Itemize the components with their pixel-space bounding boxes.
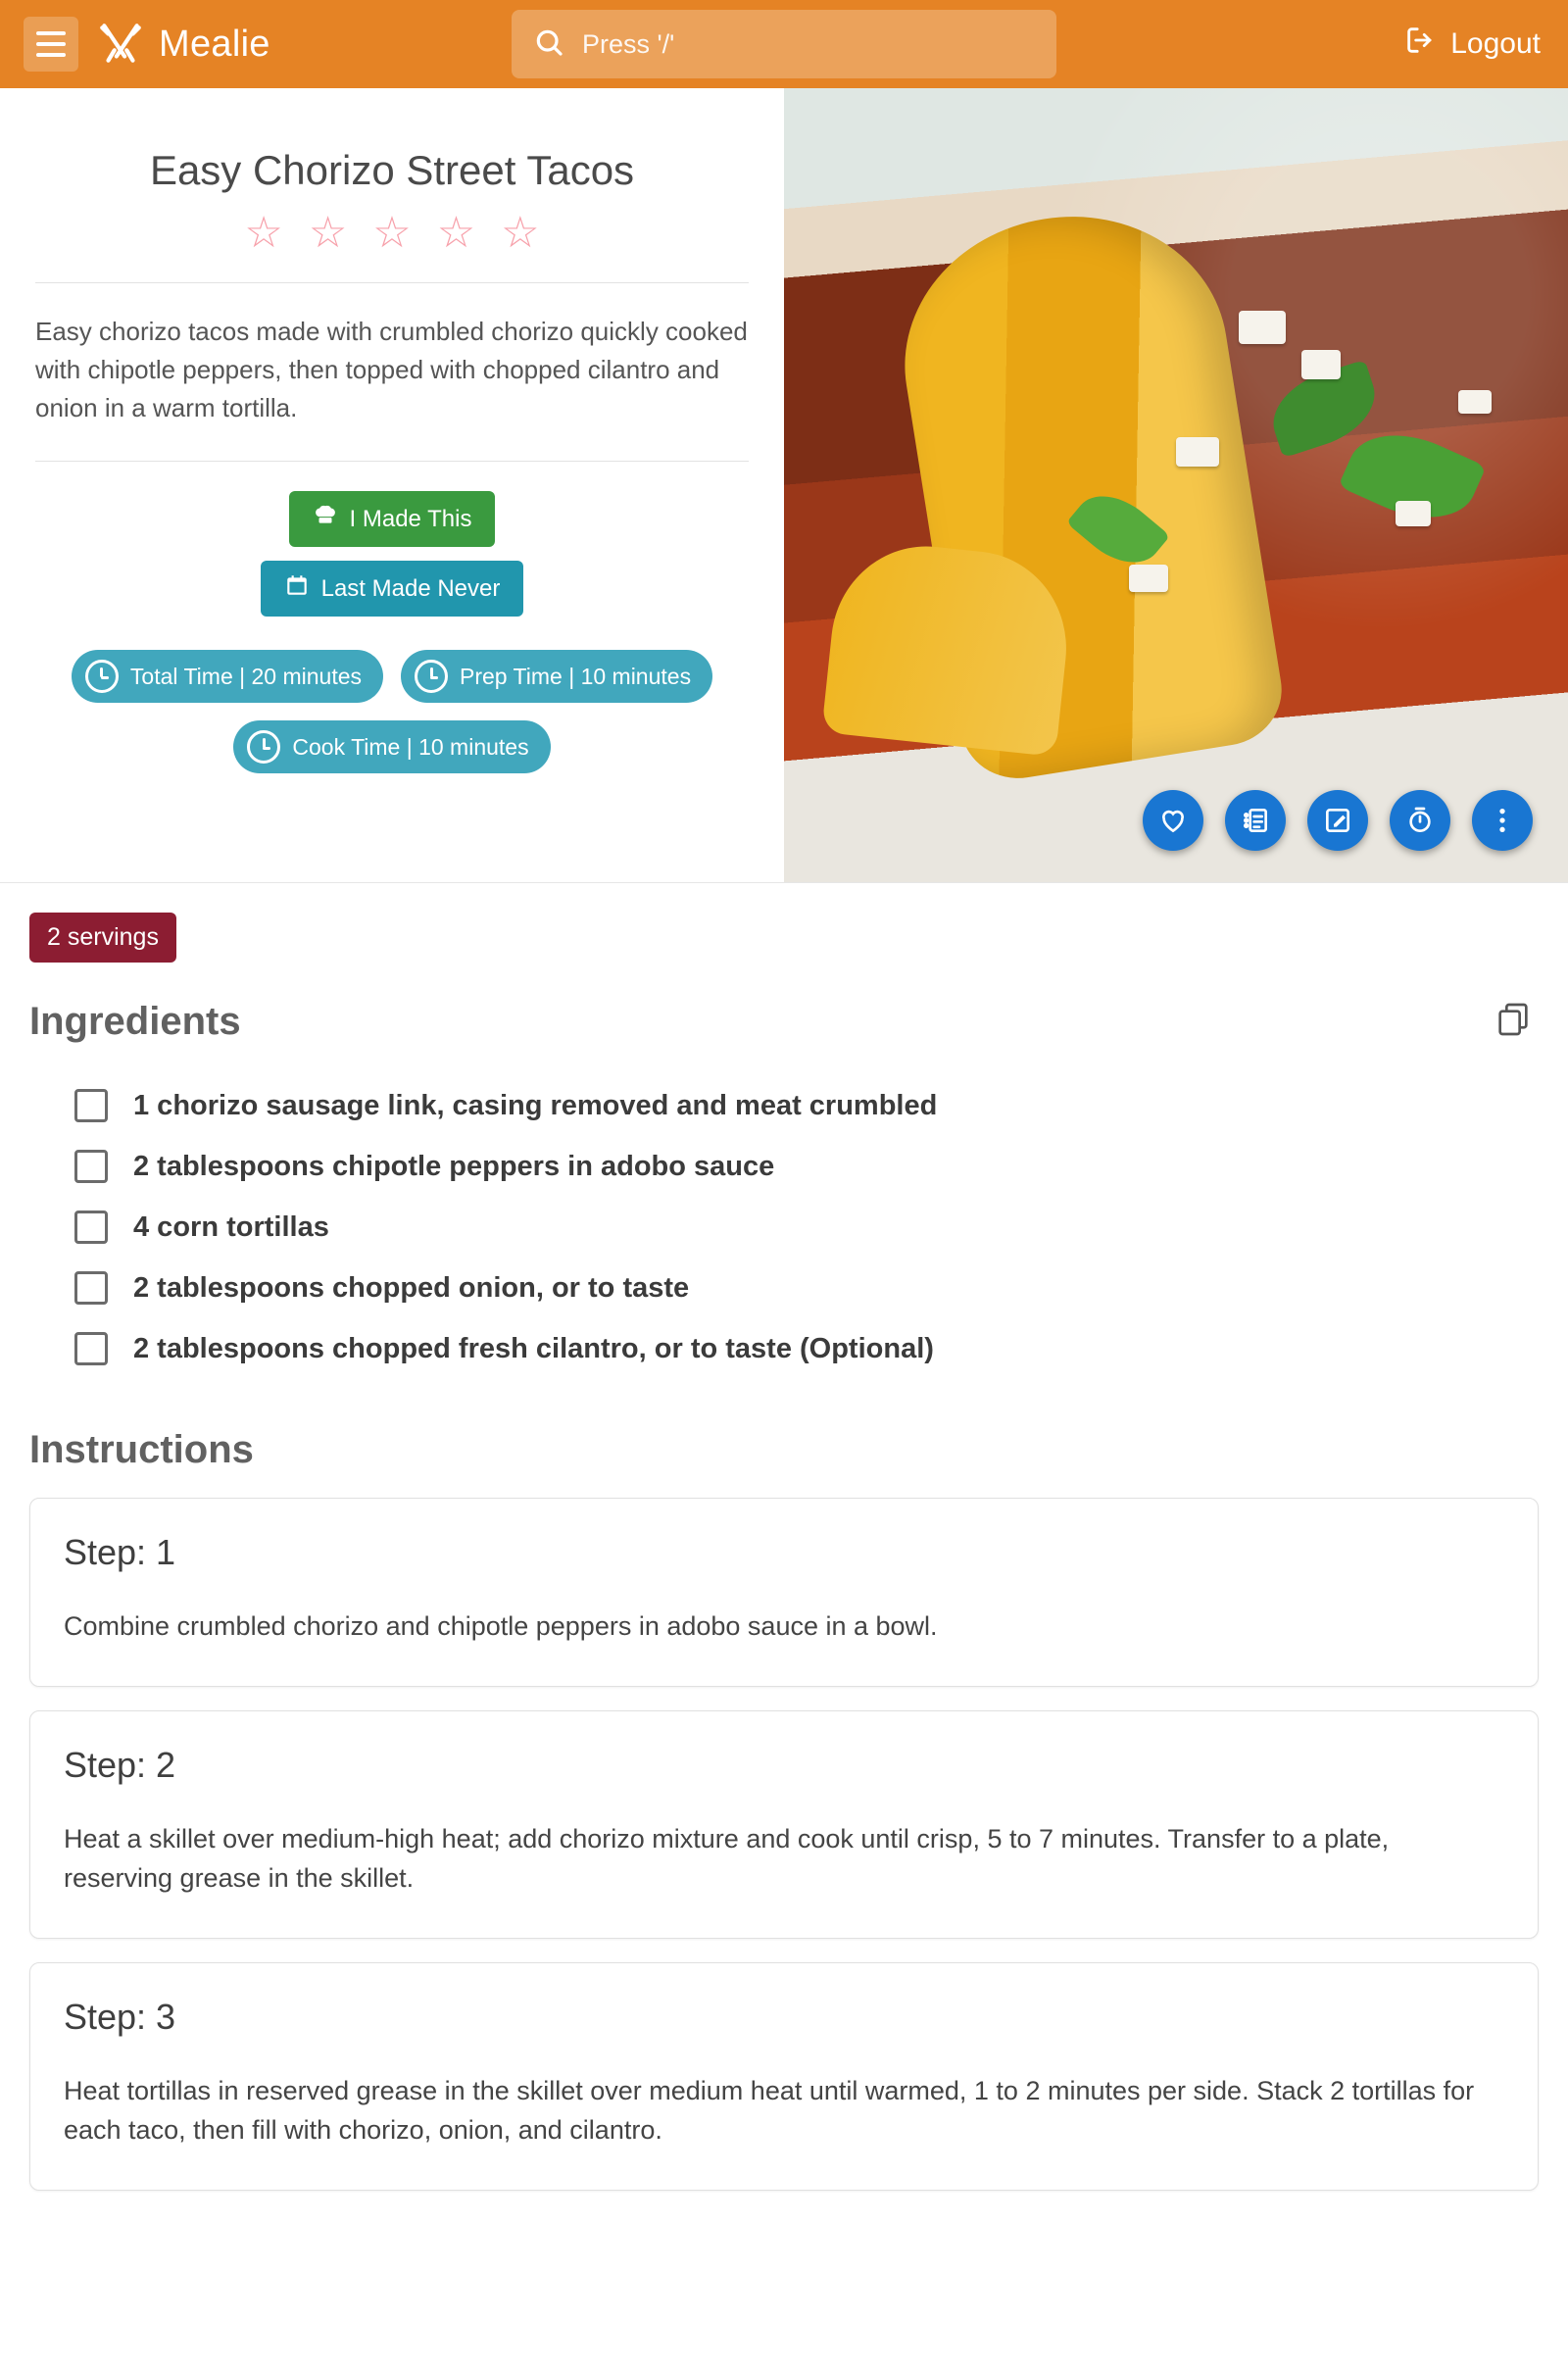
list-item[interactable] bbox=[29, 1136, 1539, 1197]
onion-piece-shape bbox=[1396, 501, 1431, 526]
step-title: Step: 2 bbox=[64, 1744, 176, 1785]
ingredients-header bbox=[29, 994, 1539, 1050]
time-chip-group bbox=[35, 650, 749, 773]
i-made-this-label: I Made This bbox=[349, 505, 472, 532]
ingredient-checkbox[interactable] bbox=[74, 1089, 108, 1122]
edit-button[interactable] bbox=[1307, 790, 1368, 851]
calendar-icon bbox=[284, 572, 310, 605]
clock-icon bbox=[415, 660, 448, 693]
step-title: Step: 1 bbox=[64, 1532, 176, 1572]
recipe-image[interactable] bbox=[784, 88, 1568, 882]
ingredient-checkbox[interactable] bbox=[74, 1211, 108, 1244]
onion-piece-shape bbox=[1458, 390, 1492, 414]
clock-icon bbox=[247, 730, 280, 764]
list-item[interactable] bbox=[29, 1318, 1539, 1379]
star-5[interactable]: ☆ bbox=[501, 209, 540, 257]
divider-top bbox=[35, 282, 749, 283]
page-title: Easy Chorizo Street Tacos bbox=[149, 147, 635, 193]
instruction-step-card[interactable] bbox=[29, 1498, 1539, 1687]
star-2[interactable]: ☆ bbox=[308, 209, 348, 257]
recipe-description: Easy chorizo tacos made with crumbled chorizo quickly cooked with chipotle peppers, then topped with chopped cilantro and onion in a warm tortilla. bbox=[35, 317, 748, 422]
chef-hat-icon bbox=[313, 503, 338, 535]
list-item[interactable] bbox=[29, 1075, 1539, 1136]
star-1[interactable]: ☆ bbox=[244, 209, 283, 257]
star-3[interactable]: ☆ bbox=[372, 209, 412, 257]
i-made-this-button[interactable] bbox=[289, 491, 496, 547]
step-text: Heat tortillas in reserved grease in the skillet over medium heat until warmed, 1 to 2 minutes per side. Stack 2 tortillas for each taco, then fill with chorizo, onion, and cilantro. bbox=[64, 2075, 1475, 2145]
brand-title: Mealie bbox=[159, 23, 270, 65]
cook-time-label: Cook Time | 10 minutes bbox=[292, 733, 529, 760]
ingredient-label: 2 tablespoons chipotle peppers in adobo sauce bbox=[133, 1150, 775, 1182]
recipe-summary-panel bbox=[0, 88, 784, 882]
cook-time-chip[interactable] bbox=[233, 720, 550, 773]
ingredient-checkbox[interactable] bbox=[74, 1332, 108, 1365]
recipe-actions bbox=[35, 491, 749, 617]
prep-time-label: Prep Time | 10 minutes bbox=[460, 663, 692, 689]
divider-bottom bbox=[35, 461, 749, 462]
instruction-step-card[interactable] bbox=[29, 1710, 1539, 1939]
onion-piece-shape bbox=[1176, 437, 1219, 467]
logout-label: Logout bbox=[1450, 27, 1541, 60]
last-made-label: Last Made Never bbox=[320, 574, 501, 602]
app-bar bbox=[0, 0, 1568, 88]
copy-icon[interactable] bbox=[1488, 994, 1539, 1050]
recipe-body bbox=[0, 883, 1568, 2249]
logout-icon bbox=[1403, 24, 1437, 65]
star-4[interactable]: ☆ bbox=[436, 209, 476, 257]
ingredient-label: 4 corn tortillas bbox=[133, 1211, 329, 1243]
timer-button[interactable] bbox=[1390, 790, 1450, 851]
total-time-label: Total Time | 20 minutes bbox=[129, 663, 362, 689]
clock-icon bbox=[85, 660, 119, 693]
list-item[interactable] bbox=[29, 1197, 1539, 1258]
prep-time-chip[interactable] bbox=[401, 650, 712, 703]
logout-button[interactable] bbox=[1403, 24, 1541, 65]
onion-piece-shape bbox=[1239, 311, 1286, 344]
search-input[interactable] bbox=[580, 28, 1035, 61]
ingredient-label: 2 tablespoons chopped fresh cilantro, or to taste (Optional) bbox=[133, 1332, 934, 1364]
instructions-list bbox=[29, 1498, 1539, 2191]
instructions-title: Instructions bbox=[29, 1428, 254, 1471]
search-box[interactable] bbox=[512, 10, 1056, 78]
ingredient-label: 1 chorizo sausage link, casing removed and meat crumbled bbox=[133, 1089, 938, 1121]
fork-knife-icon bbox=[96, 20, 145, 69]
ingredient-checkbox[interactable] bbox=[74, 1150, 108, 1183]
onion-piece-shape bbox=[1301, 350, 1341, 379]
rating-stars[interactable] bbox=[35, 209, 749, 257]
instructions-header bbox=[29, 1428, 1539, 1472]
total-time-chip[interactable] bbox=[72, 650, 383, 703]
step-text: Heat a skillet over medium-high heat; add chorizo mixture and cook until crisp, 5 to 7 minutes. Transfer to a plate, reserving grease in the skillet. bbox=[64, 1823, 1390, 1893]
servings-badge[interactable]: 2 servings bbox=[29, 913, 176, 963]
hamburger-menu-icon[interactable] bbox=[24, 17, 78, 72]
search-icon bbox=[533, 26, 564, 63]
instruction-step-card[interactable] bbox=[29, 1962, 1539, 2191]
ingredient-label: 2 tablespoons chopped onion, or to taste bbox=[133, 1271, 690, 1304]
shopping-list-button[interactable] bbox=[1225, 790, 1286, 851]
step-title: Step: 3 bbox=[64, 1996, 176, 2037]
recipe-hero bbox=[0, 88, 1568, 883]
image-action-buttons bbox=[1143, 790, 1533, 851]
list-item[interactable] bbox=[29, 1258, 1539, 1318]
last-made-button[interactable] bbox=[261, 561, 524, 617]
onion-piece-shape bbox=[1129, 565, 1168, 592]
step-text: Combine crumbled chorizo and chipotle peppers in adobo sauce in a bowl. bbox=[64, 1611, 938, 1641]
favorite-button[interactable] bbox=[1143, 790, 1203, 851]
ingredients-list bbox=[29, 1075, 1539, 1379]
ingredients-title: Ingredients bbox=[29, 1000, 241, 1043]
ingredient-checkbox[interactable] bbox=[74, 1271, 108, 1305]
more-options-button[interactable] bbox=[1472, 790, 1533, 851]
